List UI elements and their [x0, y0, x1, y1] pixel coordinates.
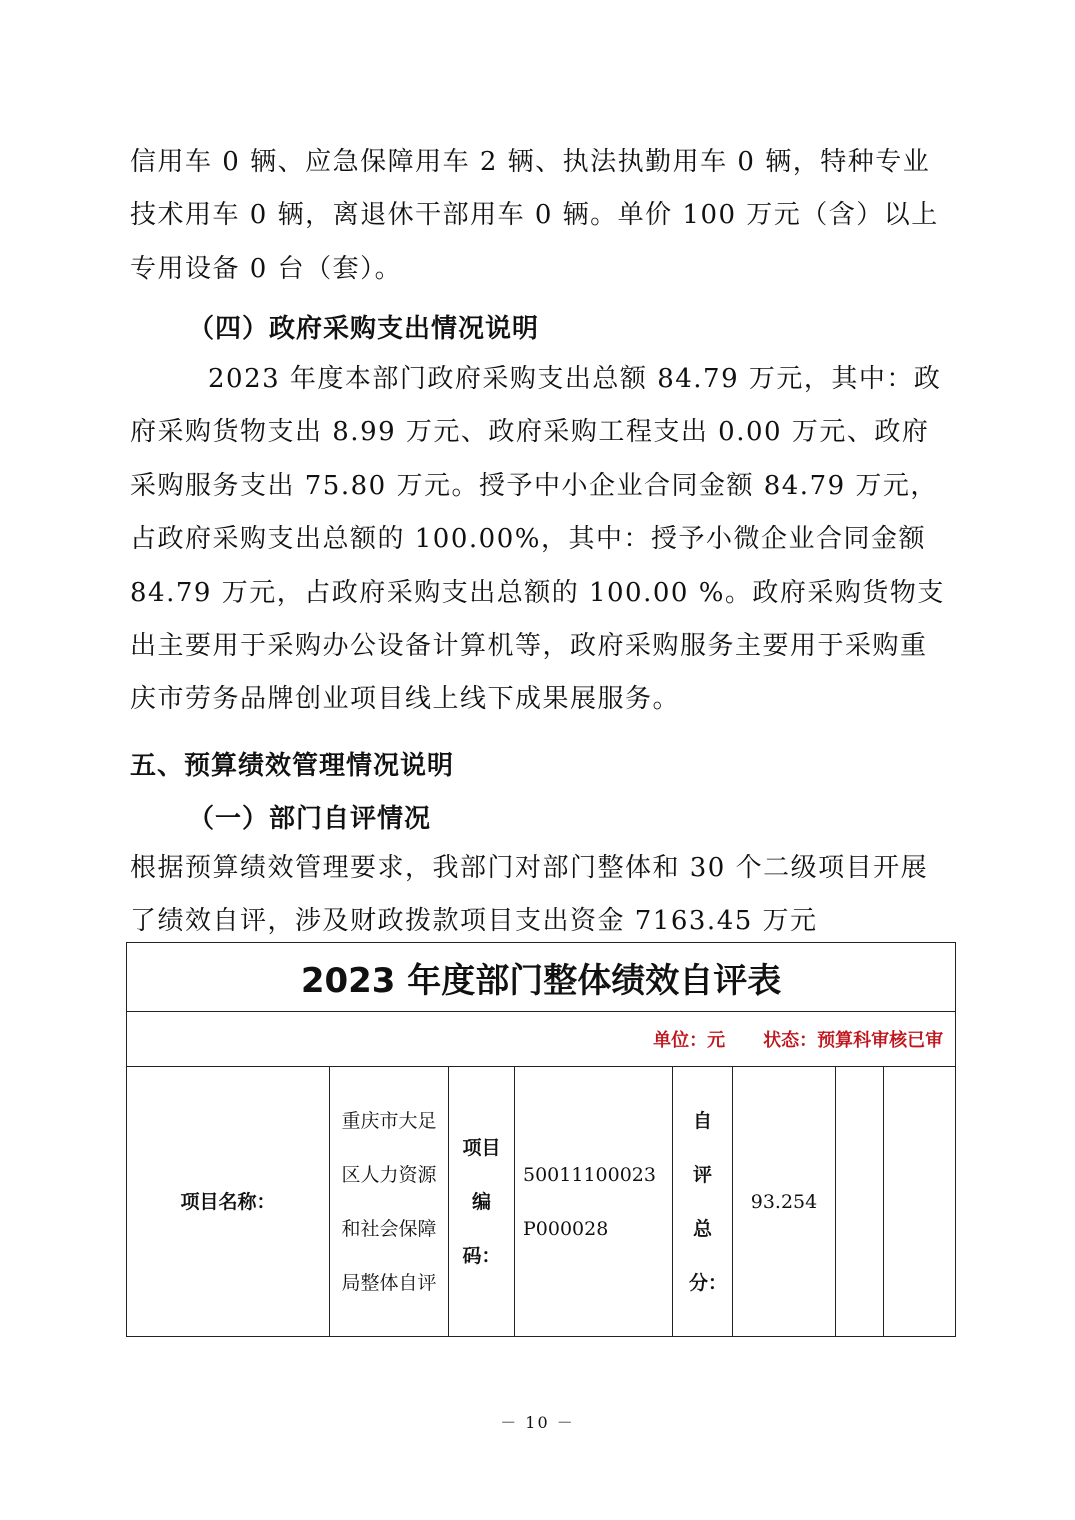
- performance-self-eval-table: [126, 942, 956, 1337]
- procurement-heading: （四）政府采购支出情况说明: [188, 314, 540, 344]
- project-code-label: 项目编码：: [449, 1067, 515, 1337]
- self-eval-heading: （一）部门自评情况: [188, 804, 432, 834]
- score-label: 自评总分：: [673, 1067, 733, 1337]
- vehicle-paragraph: 信用车 0 辆、应急保障用车 2 辆、执法执勤用车 0 辆，特种专业技术用车 0 辆，离退休干部用车 0 辆。单价 100 万元（含）以上专用设备 0 台（套）。: [130, 147, 939, 284]
- project-code-value: 50011100023P000028: [515, 1067, 673, 1337]
- procurement-paragraph: 2023 年度本部门政府采购支出总额 84.79 万元，其中：政府采购货物支出 8.99 万元、政府采购工程支出 0.00 万元、政府采购服务支出 75.80 万元。授予中小企业合同金额 84.79 万元，占政府采购支出总额的 100.00%，其中：授予小微企业合同金额 84.79 万元，占政府采购支出总额的 100.00 %。政府采购货物支出主要用于采购办公设备计算机等，政府采购服务主要用于采购重庆市劳务品牌创业项目线上线下成果展服务。: [130, 364, 945, 715]
- table-title: 2023 年度部门整体绩效自评表: [127, 943, 956, 1012]
- page-number: － 10 －: [500, 1413, 575, 1432]
- unit-label: 单位：元: [653, 1030, 726, 1051]
- project-name-label: 项目名称：: [127, 1067, 330, 1337]
- section-five-heading: 五、预算绩效管理情况说明: [130, 751, 455, 781]
- self-eval-paragraph: 根据预算绩效管理要求，我部门对部门整体和 30 个二级项目开展了绩效自评，涉及财政拨款项目支出资金 7163.45 万元: [130, 853, 929, 937]
- empty-cell-1: [836, 1067, 884, 1337]
- score-value: 93.254: [733, 1067, 836, 1337]
- table-meta: [127, 1012, 956, 1067]
- status-label: 状态：预算科审核已审: [763, 1030, 944, 1051]
- project-name-value: 重庆市大足区人力资源和社会保障局整体自评: [330, 1067, 449, 1337]
- empty-cell-2: [884, 1067, 956, 1337]
